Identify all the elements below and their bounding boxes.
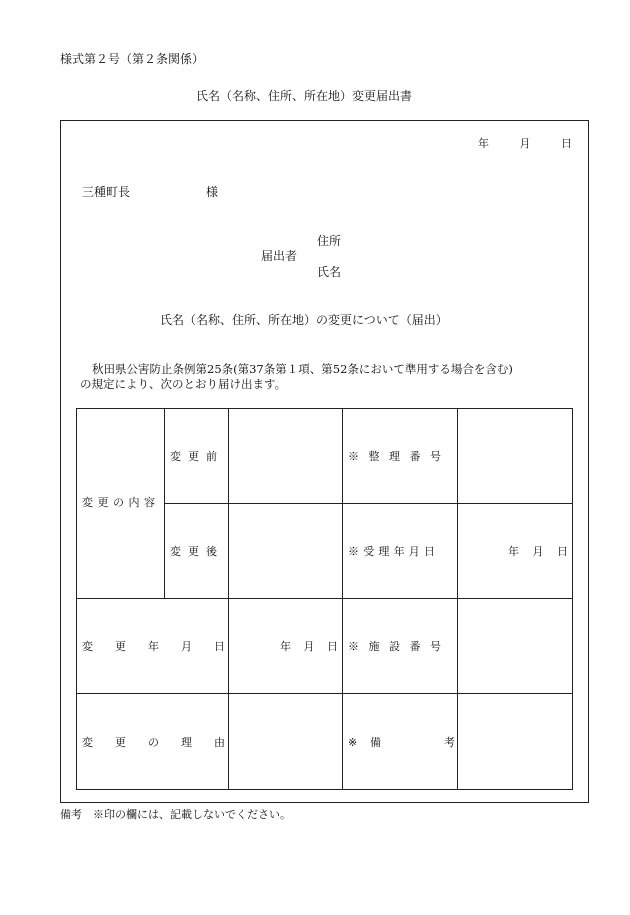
received-date-value [508, 545, 568, 559]
applicant-label: 届出者 [261, 249, 298, 263]
change-date-label: 変更年月日 [82, 640, 247, 653]
footnote: 備考 ※印の欄には、記載しないでください。 [60, 808, 291, 821]
remarks-mark: ※ [348, 736, 358, 749]
after-label: 変更後 [170, 545, 224, 558]
change-year: 年 [280, 640, 291, 653]
subject: 氏名（名称、住所、所在地）の変更について（届出） [160, 313, 448, 327]
remarks-label-2: 考 [444, 736, 455, 749]
before-label: 変更前 [170, 450, 224, 463]
date-year-label: 年 [478, 137, 489, 150]
facility-number-label: ※施設番号 [348, 640, 451, 653]
body-line-1: 秋田県公害防止条例第25条(第37条第１項、第52条において準用する場合を含む) [92, 362, 513, 376]
change-month: 月 [303, 640, 315, 653]
document-title: 氏名（名称、住所、所在地）変更届出書 [196, 89, 413, 103]
addressee-name: 三種町長 [82, 185, 131, 199]
date-day-label: 日 [561, 137, 572, 150]
received-date-label: ※受理年月日 [348, 545, 440, 558]
change-date-value [280, 640, 338, 654]
applicant-name-label: 氏名 [317, 265, 342, 279]
received-month: 月 [532, 545, 544, 558]
ref-number-label: ※整理番号 [348, 450, 451, 463]
change-day: 日 [327, 640, 338, 653]
change-content-text: 変更の内容 [82, 496, 160, 509]
date-month-label: 月 [519, 137, 531, 150]
received-day: 日 [557, 545, 568, 558]
reason-label: 変更の理由 [82, 736, 247, 749]
received-year: 年 [508, 545, 519, 558]
body-line-2: の規定により、次のとおり届け出ます。 [80, 377, 287, 391]
form-label: 様式第２号（第２条関係） [60, 52, 205, 66]
applicant-address-label: 住所 [317, 234, 342, 248]
remarks-label-1: 備 [370, 736, 381, 749]
form-frame [60, 120, 589, 803]
change-content-label [82, 496, 160, 510]
date-line [478, 137, 572, 151]
addressee-honorific: 様 [206, 185, 219, 199]
